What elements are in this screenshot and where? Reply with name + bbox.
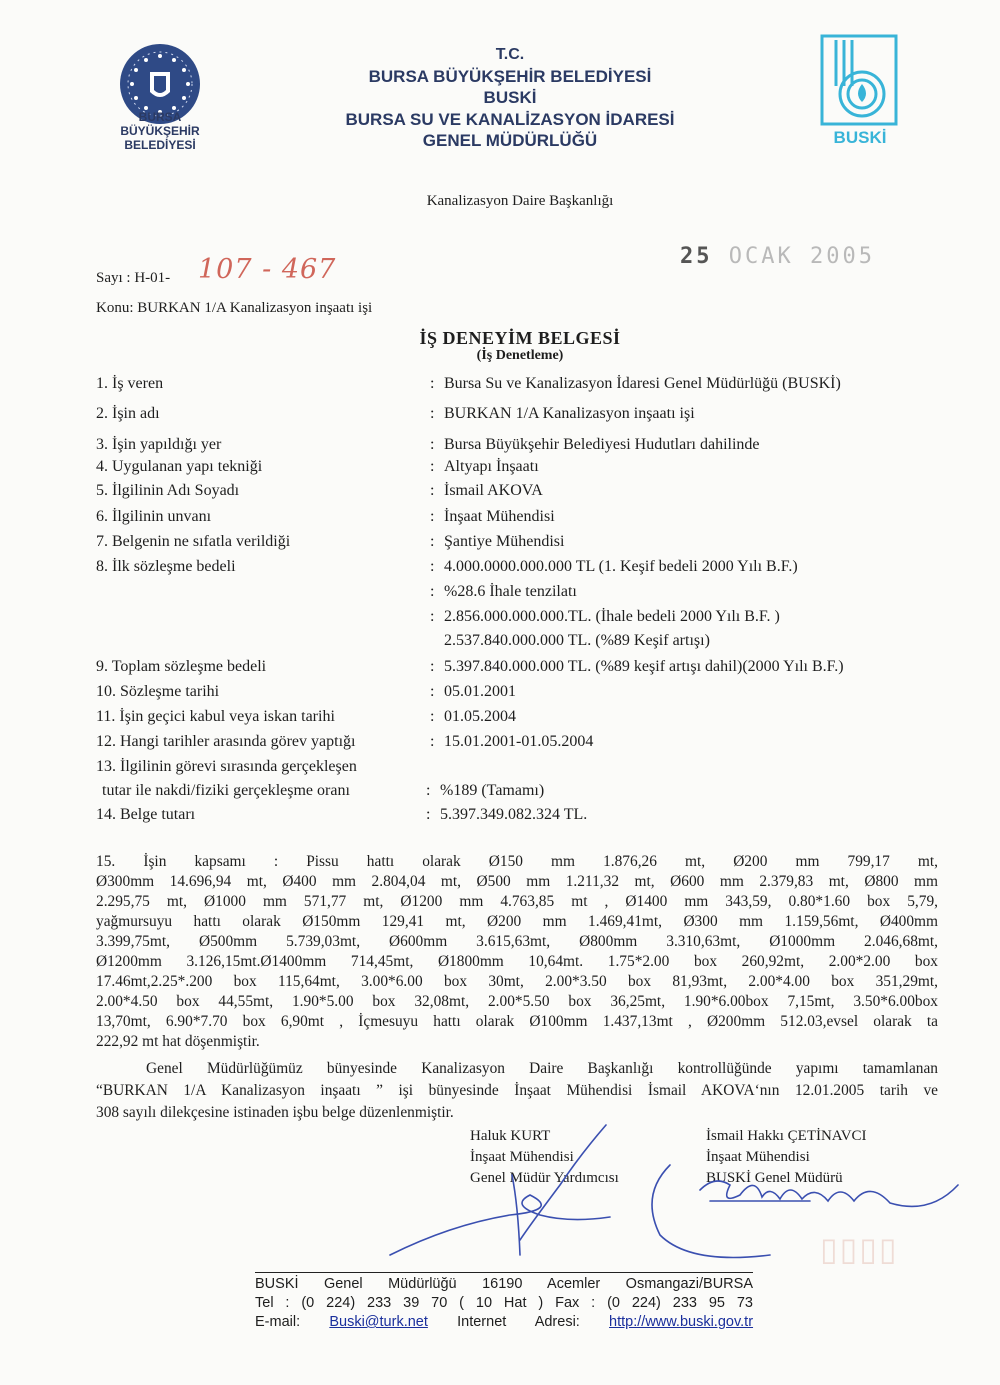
field-value: : 5.397.840.000.000 TL. (%89 keşif artışı dahil)(2000 Yılı B.F.) <box>430 658 844 675</box>
signatory-position: Genel Müdür Yardımcısı <box>470 1170 619 1186</box>
email-link[interactable]: Buski@turk.net <box>329 1314 428 1330</box>
faint-stamp-mark-icon: ▯▯▯▯ <box>820 1230 899 1268</box>
field-value: : 4.000.0000.000.000 TL (1. Keşif bedeli 2000 Yılı B.F.) <box>430 558 798 575</box>
field-value: : 2.856.000.000.000.TL. (İhale bedeli 2000 Yılı B.F. ) <box>430 608 780 625</box>
handwritten-reference-number: 107 - 467 <box>198 254 337 285</box>
field-label: 1. İş veren <box>96 375 164 392</box>
field-value: : %189 (Tamamı) <box>426 782 545 799</box>
internet-label: Internet Adresi: <box>457 1314 580 1330</box>
date-stamp <box>680 244 875 269</box>
field-value: : Şantiye Mühendisi <box>430 533 565 550</box>
field-value: : BURKAN 1/A Kanalizasyon inşaatı işi <box>430 405 695 422</box>
field-label: 10. Sözleşme tarihi <box>96 683 220 700</box>
signatory-position: BUSKİ Genel Müdürü <box>706 1170 843 1186</box>
scope-line: 222,92 mt hat döşenmiştir. <box>96 1033 260 1050</box>
letterhead-line: BUSKİ <box>483 88 537 107</box>
field-value: : 05.01.2001 <box>430 683 516 700</box>
scope-line: 15. İşin kapsamı : Pissu hattı olarak Ø150 mm 1.876,26 mt, Ø200 mm 799,17 mt, <box>96 853 938 870</box>
field-label: 4. Uygulanan yapı tekniği <box>96 458 263 475</box>
field-value: : 15.01.2001-01.05.2004 <box>430 733 594 750</box>
field-label: 11. İşin geçici kabul veya iskan tarihi <box>96 708 335 725</box>
left-org-line: BELEDİYESİ <box>124 138 196 152</box>
email-label: E-mail: <box>255 1314 301 1330</box>
left-org-line: BURSA <box>138 110 182 124</box>
date-stamp-rest: OCAK 2005 <box>728 244 875 269</box>
field-label: 2. İşin adı <box>96 405 160 422</box>
signatory-name: Haluk KURT <box>470 1128 551 1144</box>
buski-logo-icon <box>820 34 898 126</box>
scope-line: Ø300mm 14.696,94 mt, Ø400 mm 2.804,04 mt, Ø500 mm 1.211,32 mt, Ø600 mm 2.379,83 mt, Ø800 mm <box>96 873 938 890</box>
signatory-name: İsmail Hakkı ÇETİNAVCI <box>706 1128 867 1144</box>
field-label: 8. İlk sözleşme bedeli <box>96 558 236 575</box>
scope-line: 13,70mt, 6.90*7.70 box 6,90mt , İçmesuyu hattı olarak Ø100mm 1.437,13mt , Ø200mm 512.03,evsel olarak ta <box>96 1013 938 1030</box>
field-value: : İnşaat Mühendisi <box>430 508 555 525</box>
letterhead-line: GENEL MÜDÜRLÜĞÜ <box>422 131 598 150</box>
left-organization-name <box>98 110 222 152</box>
field-label: 9. Toplam sözleşme bedeli <box>96 658 267 675</box>
field-value: : Bursa Büyükşehir Belediyesi Hudutları dahilinde <box>430 436 760 453</box>
field-value: : Altyapı İnşaatı <box>430 458 539 475</box>
field-label: 14. Belge tutarı <box>96 806 196 823</box>
department-name: Kanalizasyon Daire Başkanlığı <box>426 193 614 209</box>
scope-line: 2.00*4.50 box 44,55mt, 1.90*5.00 box 32,08mt, 2.00*5.50 box 36,25mt, 1.90*6.00box 7,15mt, 3.50*6.00box <box>96 993 938 1010</box>
footer-email-web <box>255 1313 753 1332</box>
field-label: 13. İlgilinin görevi sırasında gerçekleşen <box>96 758 357 775</box>
paragraph-line: “BURKAN 1/A Kanalizasyon inşaatı ” işi bünyesinde İnşaat Mühendisi İsmail AKOVA‘nın 12.01.2005 tarih ve <box>96 1082 938 1099</box>
subject-line: Konu: BURKAN 1/A Kanalizasyon inşaatı işi <box>96 300 373 316</box>
field-value: : 01.05.2004 <box>430 708 516 725</box>
letterhead-title <box>300 44 720 152</box>
document-subtitle: (İş Denetleme) <box>476 348 564 363</box>
field-label: 5. İlgilinin Adı Soyadı <box>96 482 240 499</box>
reference-number-label: Sayı : H-01- <box>96 270 171 286</box>
field-value: : İsmail AKOVA <box>430 482 543 499</box>
scope-line: 17.46mt,2.25*.200 box 115,64mt, 3.00*6.00 box 30mt, 2.00*3.50 box 81,93mt, 2.00*4.00 box 351,29mt, <box>96 973 938 990</box>
field-label: 6. İlgilinin unvanı <box>96 508 212 525</box>
paragraph-line: Genel Müdürlüğümüz bünyesinde Kanalizasyon Daire Başkanlığı kontrollüğünde yapımı tamamlanan <box>146 1060 938 1077</box>
signatory-title: İnşaat Mühendisi <box>706 1149 810 1165</box>
field-label: tutar ile nakdi/fiziki gerçekleşme oranı <box>102 782 350 799</box>
footer-address: BUSKİ Genel Müdürlüğü 16190 Acemler Osmangazi/BURSA <box>255 1276 753 1292</box>
scope-line: yağmursuyu hattı olarak Ø150mm 129,41 mt, Ø200 mm 1.469,41mt, Ø300 mm 1.159,56mt, Ø400mm <box>96 913 938 930</box>
letterhead-line: T.C. <box>495 46 525 63</box>
scope-line: Ø1200mm 3.126,15mt.Ø1400mm 714,45mt, Ø1800mm 10,64mt. 1.75*2.00 box 260,92mt, 2.00*2.00 box <box>96 953 938 970</box>
date-stamp-day: 25 <box>680 244 713 269</box>
letterhead-line: BURSA BÜYÜKŞEHİR BELEDİYESİ <box>368 66 652 86</box>
work-scope <box>96 852 938 1052</box>
left-org-line: BÜYÜKŞEHİR <box>120 124 200 138</box>
footer-contact <box>255 1272 753 1332</box>
document-title: İŞ DENEYİM BELGESİ <box>419 328 621 348</box>
field-label: 3. İşin yapıldığı yer <box>96 436 222 453</box>
paragraph-line: 308 sayılı dilekçesine istinaden işbu belge düzenlenmiştir. <box>96 1104 454 1121</box>
website-link[interactable]: http://www.buski.gov.tr <box>609 1314 754 1330</box>
scope-line: 3.399,75mt, Ø500mm 5.739,03mt, Ø600mm 3.615,63mt, Ø800mm 3.310,63mt, Ø1000mm 2.046,68mt, <box>96 933 938 950</box>
field-value: : Bursa Su ve Kanalizasyon İdaresi Genel Müdürlüğü (BUSKİ) <box>430 375 841 392</box>
field-label: 7. Belgenin ne sıfatla verildiği <box>96 533 291 550</box>
scope-line: 2.295,75 mt, Ø1000 mm 571,77 mt, Ø1200 mm 4.763,85 mt , Ø1400 mm 343,59, 0.80*1.60 box 5,79, <box>96 893 938 910</box>
field-value: : 5.397.349.082.324 TL. <box>426 806 588 823</box>
field-value: 2.537.840.000.000 TL. (%89 Keşif artışı) <box>444 632 710 649</box>
field-value: : %28.6 İhale tenzilatı <box>430 583 577 600</box>
letterhead-line: BURSA SU VE KANALİZASYON İDARESİ <box>345 109 675 129</box>
signatory-title: İnşaat Mühendisi <box>470 1149 574 1165</box>
field-label: 12. Hangi tarihler arasında görev yaptığı <box>96 733 356 750</box>
buski-logo-text: BUSKİ <box>833 128 887 147</box>
footer-phone-fax: Tel : (0 224) 233 39 70 ( 10 Hat ) Fax : (0 224) 233 95 73 <box>255 1295 753 1311</box>
